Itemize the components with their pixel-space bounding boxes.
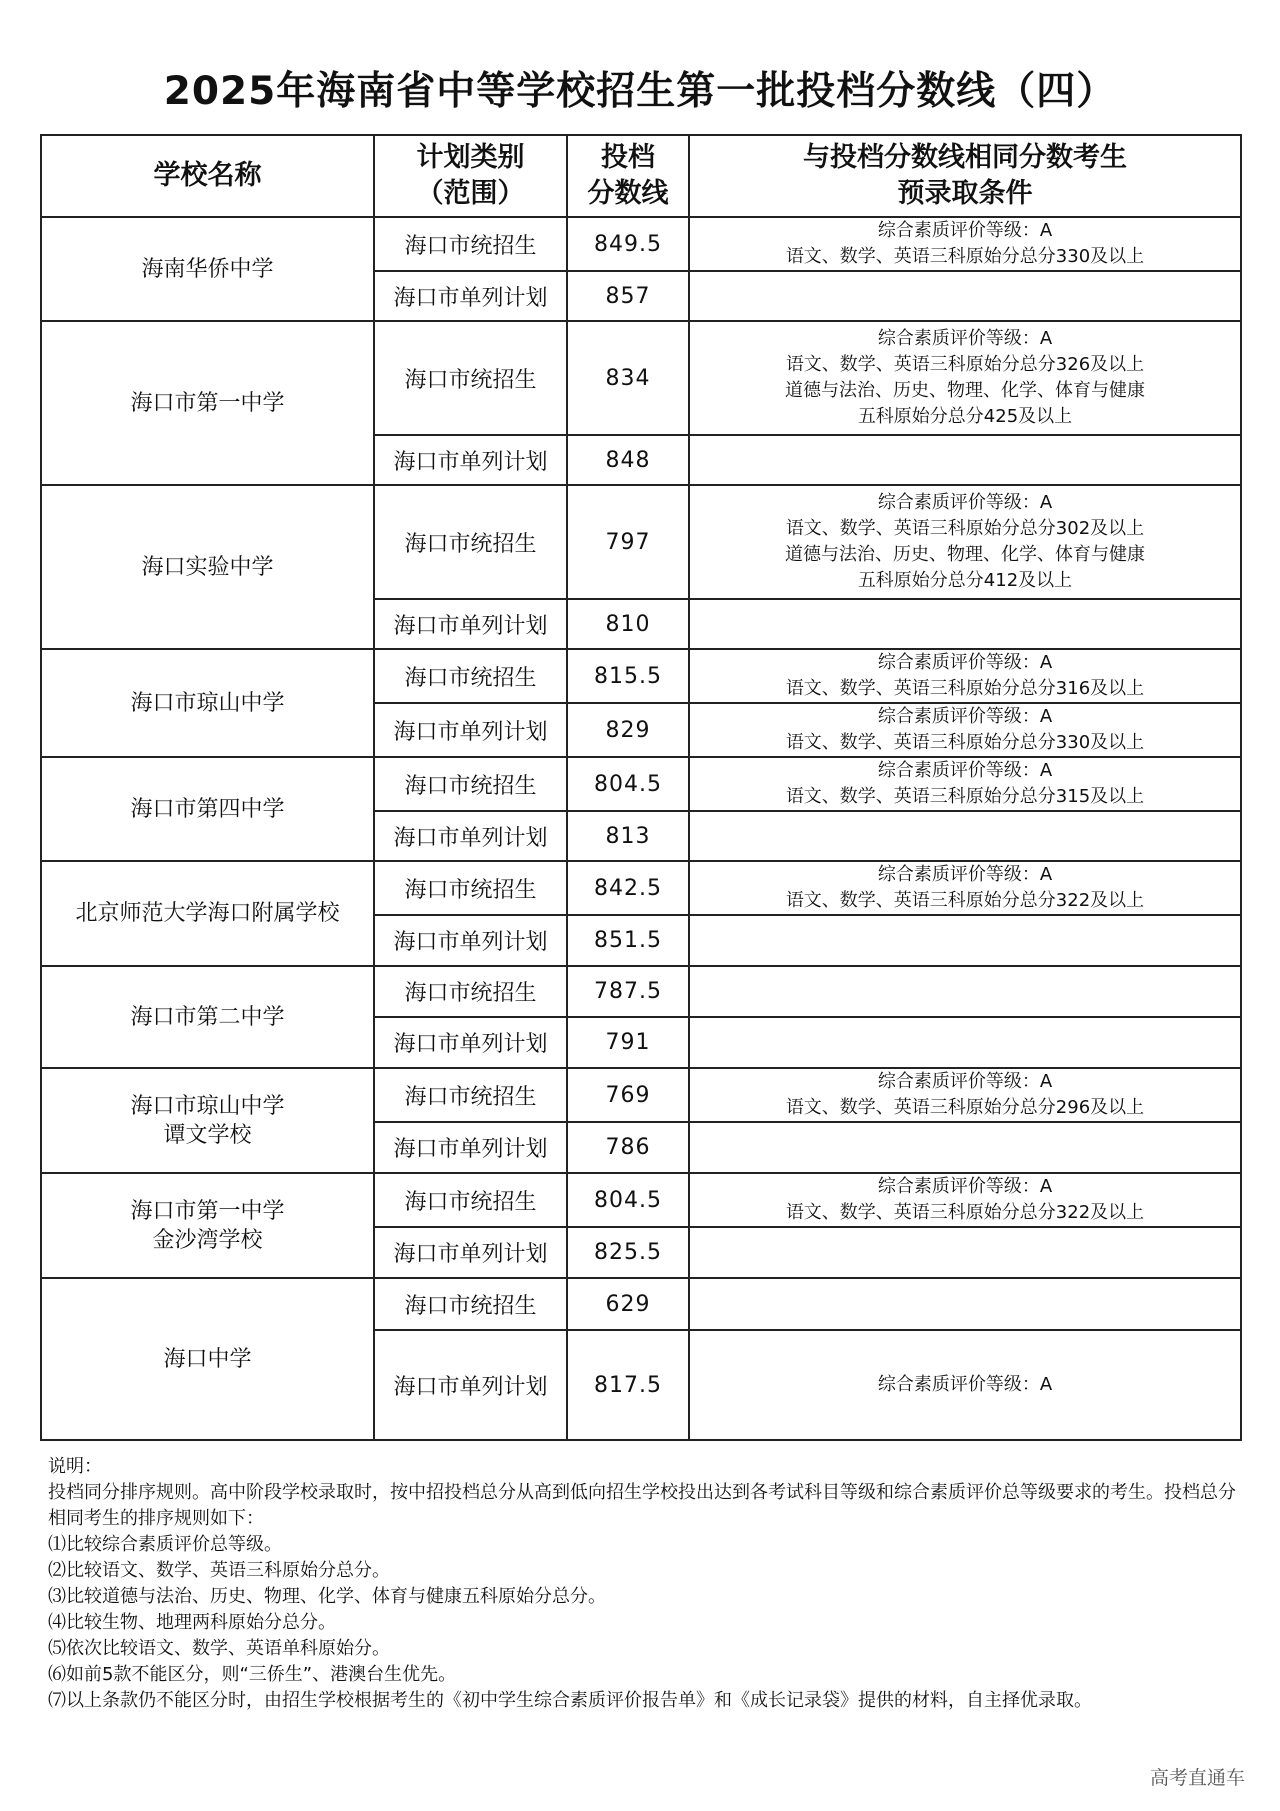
header-score: 投档 分数线 — [567, 135, 689, 217]
cutoff-score: 786 — [567, 1122, 689, 1173]
plan-type: 海口市统招生 — [374, 966, 567, 1017]
table-row — [41, 757, 1241, 811]
table-row — [41, 1173, 1241, 1227]
table-row — [41, 321, 1241, 435]
plan-type: 海口市统招生 — [374, 861, 567, 915]
score-table — [40, 134, 1242, 1441]
cutoff-score: 857 — [567, 271, 689, 321]
tie-condition — [689, 1122, 1241, 1173]
plan-type: 海口市单列计划 — [374, 435, 567, 485]
table-header-row — [41, 135, 1241, 217]
cutoff-score: 849.5 — [567, 217, 689, 271]
plan-type: 海口市单列计划 — [374, 1330, 567, 1440]
tie-condition: 综合素质评价等级：A 语文、数学、英语三科原始分总分322及以上 — [689, 1173, 1241, 1227]
plan-type: 海口市单列计划 — [374, 811, 567, 861]
plan-type: 海口市单列计划 — [374, 915, 567, 966]
school-name: 海南华侨中学 — [41, 217, 374, 321]
tie-condition: 综合素质评价等级：A 语文、数学、英语三科原始分总分296及以上 — [689, 1068, 1241, 1122]
notes-heading: 说明： — [48, 1456, 102, 1477]
school-name: 海口市第一中学 金沙湾学校 — [41, 1173, 374, 1278]
notes-rule-5: ⑸依次比较语文、数学、英语单科原始分。 — [48, 1638, 390, 1659]
notes-rule-6: ⑹如前5款不能区分，则“三侨生”、港澳台生优先。 — [48, 1664, 457, 1685]
tie-condition: 综合素质评价等级：A — [689, 1330, 1241, 1440]
plan-type: 海口市单列计划 — [374, 1227, 567, 1278]
cutoff-score: 829 — [567, 703, 689, 757]
plan-type: 海口市单列计划 — [374, 1017, 567, 1068]
notes-rule-7: ⑺以上条款仍不能区分时，由招生学校根据考生的《初中学生综合素质评价报告单》和《成长记录袋》提供的材料，自主择优录取。 — [48, 1690, 1092, 1711]
cutoff-score: 791 — [567, 1017, 689, 1068]
notes-section — [48, 1454, 1238, 1714]
header-condition: 与投档分数线相同分数考生 预录取条件 — [689, 135, 1241, 217]
tie-condition — [689, 966, 1241, 1017]
plan-type: 海口市单列计划 — [374, 1122, 567, 1173]
watermark: 高考直通车 — [1149, 1767, 1245, 1789]
school-name: 海口市第二中学 — [41, 966, 374, 1068]
plan-type: 海口市统招生 — [374, 1278, 567, 1330]
tie-condition — [689, 1227, 1241, 1278]
header-type: 计划类别 （范围） — [374, 135, 567, 217]
cutoff-score: 629 — [567, 1278, 689, 1330]
table-row — [41, 217, 1241, 271]
plan-type: 海口市单列计划 — [374, 271, 567, 321]
table-row — [41, 861, 1241, 915]
tie-condition — [689, 271, 1241, 321]
table-row — [41, 1068, 1241, 1122]
tie-condition: 综合素质评价等级：A 语文、数学、英语三科原始分总分330及以上 — [689, 217, 1241, 271]
plan-type: 海口市统招生 — [374, 217, 567, 271]
school-name: 海口市琼山中学 — [41, 649, 374, 757]
table-row — [41, 485, 1241, 599]
tie-condition — [689, 1278, 1241, 1330]
school-name: 海口市第四中学 — [41, 757, 374, 861]
notes-rule-2: ⑵比较语文、数学、英语三科原始分总分。 — [48, 1560, 390, 1581]
tie-condition: 综合素质评价等级：A 语文、数学、英语三科原始分总分316及以上 — [689, 649, 1241, 703]
cutoff-score: 810 — [567, 599, 689, 649]
cutoff-score: 848 — [567, 435, 689, 485]
header-school: 学校名称 — [41, 135, 374, 217]
page-title: 2025年海南省中等学校招生第一批投档分数线（四） — [163, 69, 1117, 114]
cutoff-score: 825.5 — [567, 1227, 689, 1278]
plan-type: 海口市统招生 — [374, 1173, 567, 1227]
tie-condition — [689, 1017, 1241, 1068]
cutoff-score: 787.5 — [567, 966, 689, 1017]
tie-condition: 综合素质评价等级：A 语文、数学、英语三科原始分总分302及以上 道德与法治、历史、物理、化学、体育与健康 五科原始分总分412及以上 — [689, 485, 1241, 599]
school-name: 北京师范大学海口附属学校 — [41, 861, 374, 966]
cutoff-score: 804.5 — [567, 1173, 689, 1227]
school-name: 海口市琼山中学 谭文学校 — [41, 1068, 374, 1173]
cutoff-score: 804.5 — [567, 757, 689, 811]
notes-rule-4: ⑷比较生物、地理两科原始分总分。 — [48, 1612, 336, 1633]
cutoff-score: 769 — [567, 1068, 689, 1122]
notes-intro: 投档同分排序规则。高中阶段学校录取时，按中招投档总分从高到低向招生学校投出达到各考试科目等级和综合素质评价总等级要求的考生。投档总分相同考生的排序规则如下： — [48, 1482, 1236, 1529]
cutoff-score: 851.5 — [567, 915, 689, 966]
plan-type: 海口市统招生 — [374, 1068, 567, 1122]
plan-type: 海口市单列计划 — [374, 599, 567, 649]
plan-type: 海口市统招生 — [374, 321, 567, 435]
table-row — [41, 966, 1241, 1017]
tie-condition — [689, 599, 1241, 649]
tie-condition: 综合素质评价等级：A 语文、数学、英语三科原始分总分322及以上 — [689, 861, 1241, 915]
cutoff-score: 797 — [567, 485, 689, 599]
plan-type: 海口市统招生 — [374, 485, 567, 599]
tie-condition: 综合素质评价等级：A 语文、数学、英语三科原始分总分326及以上 道德与法治、历史、物理、化学、体育与健康 五科原始分总分425及以上 — [689, 321, 1241, 435]
cutoff-score: 815.5 — [567, 649, 689, 703]
cutoff-score: 813 — [567, 811, 689, 861]
table-row — [41, 1278, 1241, 1330]
tie-condition: 综合素质评价等级：A 语文、数学、英语三科原始分总分315及以上 — [689, 757, 1241, 811]
cutoff-score: 834 — [567, 321, 689, 435]
notes-rule-1: ⑴比较综合素质评价总等级。 — [48, 1534, 282, 1555]
cutoff-score: 842.5 — [567, 861, 689, 915]
tie-condition — [689, 915, 1241, 966]
tie-condition — [689, 811, 1241, 861]
plan-type: 海口市统招生 — [374, 757, 567, 811]
plan-type: 海口市统招生 — [374, 649, 567, 703]
notes-rule-3: ⑶比较道德与法治、历史、物理、化学、体育与健康五科原始分总分。 — [48, 1586, 606, 1607]
tie-condition: 综合素质评价等级：A 语文、数学、英语三科原始分总分330及以上 — [689, 703, 1241, 757]
school-name: 海口中学 — [41, 1278, 374, 1440]
plan-type: 海口市单列计划 — [374, 703, 567, 757]
table-row — [41, 649, 1241, 703]
cutoff-score: 817.5 — [567, 1330, 689, 1440]
school-name: 海口市第一中学 — [41, 321, 374, 485]
school-name: 海口实验中学 — [41, 485, 374, 649]
tie-condition — [689, 435, 1241, 485]
